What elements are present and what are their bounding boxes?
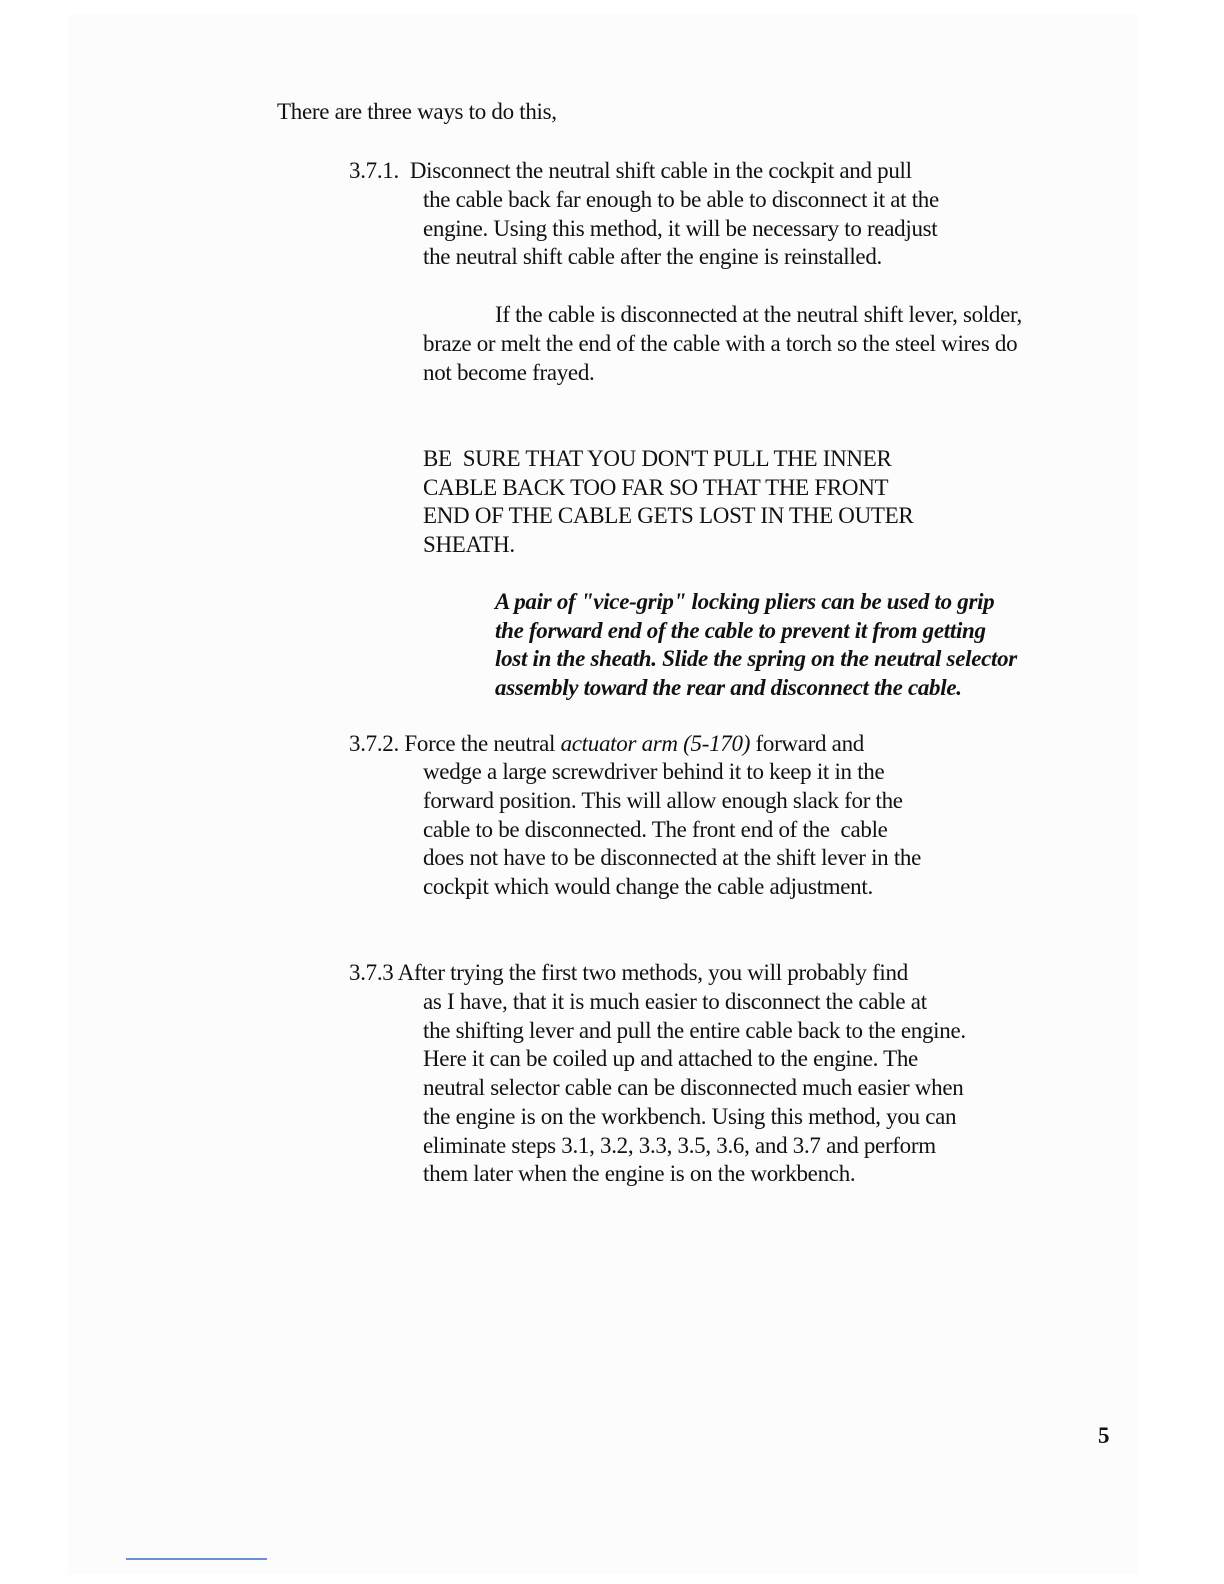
note-line-3: not become frayed. [423,360,595,385]
tip-line-4: assembly toward the rear and disconnect the cable. [495,675,962,700]
footnote-separator [126,1558,267,1560]
step-3-7-3-line-3: the shifting lever and pull the entire cable back to the engine. [423,1018,966,1043]
step-3-7-2-line-3: forward position. This will allow enough slack for the [423,788,903,813]
note-line-2: braze or melt the end of the cable with a torch so the steel wires do [423,331,1018,356]
step-3-7-2-prefix: 3.7.2. Force the neutral [349,731,561,756]
step-3-7-1-line-2: the cable back far enough to be able to disconnect it at the [423,187,939,212]
note-line-1: If the cable is disconnected at the neutral shift lever, solder, [495,302,1022,327]
step-3-7-3-line-1: 3.7.3 After trying the first two methods, you will probably find [349,960,908,985]
tip-line-1: A pair of "vice-grip" locking pliers can be used to grip [495,589,995,614]
step-3-7-2-line-6: cockpit which would change the cable adjustment. [423,874,873,899]
warning-line-4: SHEATH. [423,532,515,557]
warning-line-2: CABLE BACK TOO FAR SO THAT THE FRONT [423,475,889,500]
intro-text: There are three ways to do this, [277,99,557,124]
step-3-7-1-line-1: 3.7.1. Disconnect the neutral shift cable in the cockpit and pull [349,158,912,183]
page-number: 5 [1098,1423,1110,1448]
step-3-7-3-line-6: the engine is on the workbench. Using this method, you can [423,1104,957,1129]
step-3-7-3-line-2: as I have, that it is much easier to disconnect the cable at [423,989,927,1014]
actuator-arm-ref: actuator arm (5-170) [560,731,751,756]
step-3-7-2-suffix: forward and [750,731,864,756]
step-3-7-1-line-4: the neutral shift cable after the engine is reinstalled. [423,244,882,269]
tip-line-2: the forward end of the cable to prevent it from getting [495,618,986,643]
tip-line-3: lost in the sheath. Slide the spring on the neutral selector [495,646,1017,671]
step-3-7-2-line-2: wedge a large screwdriver behind it to keep it in the [423,759,885,784]
step-3-7-3-line-4: Here it can be coiled up and attached to the engine. The [423,1046,918,1071]
step-3-7-3-line-8: them later when the engine is on the workbench. [423,1161,856,1186]
warning-line-3: END OF THE CABLE GETS LOST IN THE OUTER [423,503,914,528]
step-3-7-1-line-3: engine. Using this method, it will be necessary to readjust [423,216,938,241]
step-3-7-3-line-5: neutral selector cable can be disconnected much easier when [423,1075,964,1100]
warning-line-1: BE SURE THAT YOU DON'T PULL THE INNER [423,446,892,471]
step-3-7-2-line-4: cable to be disconnected. The front end of the cable [423,817,888,842]
step-3-7-2-line-1 [349,729,864,758]
step-3-7-3-line-7: eliminate steps 3.1, 3.2, 3.3, 3.5, 3.6, and 3.7 and perform [423,1133,936,1158]
step-3-7-2-line-5: does not have to be disconnected at the shift lever in the [423,845,922,870]
